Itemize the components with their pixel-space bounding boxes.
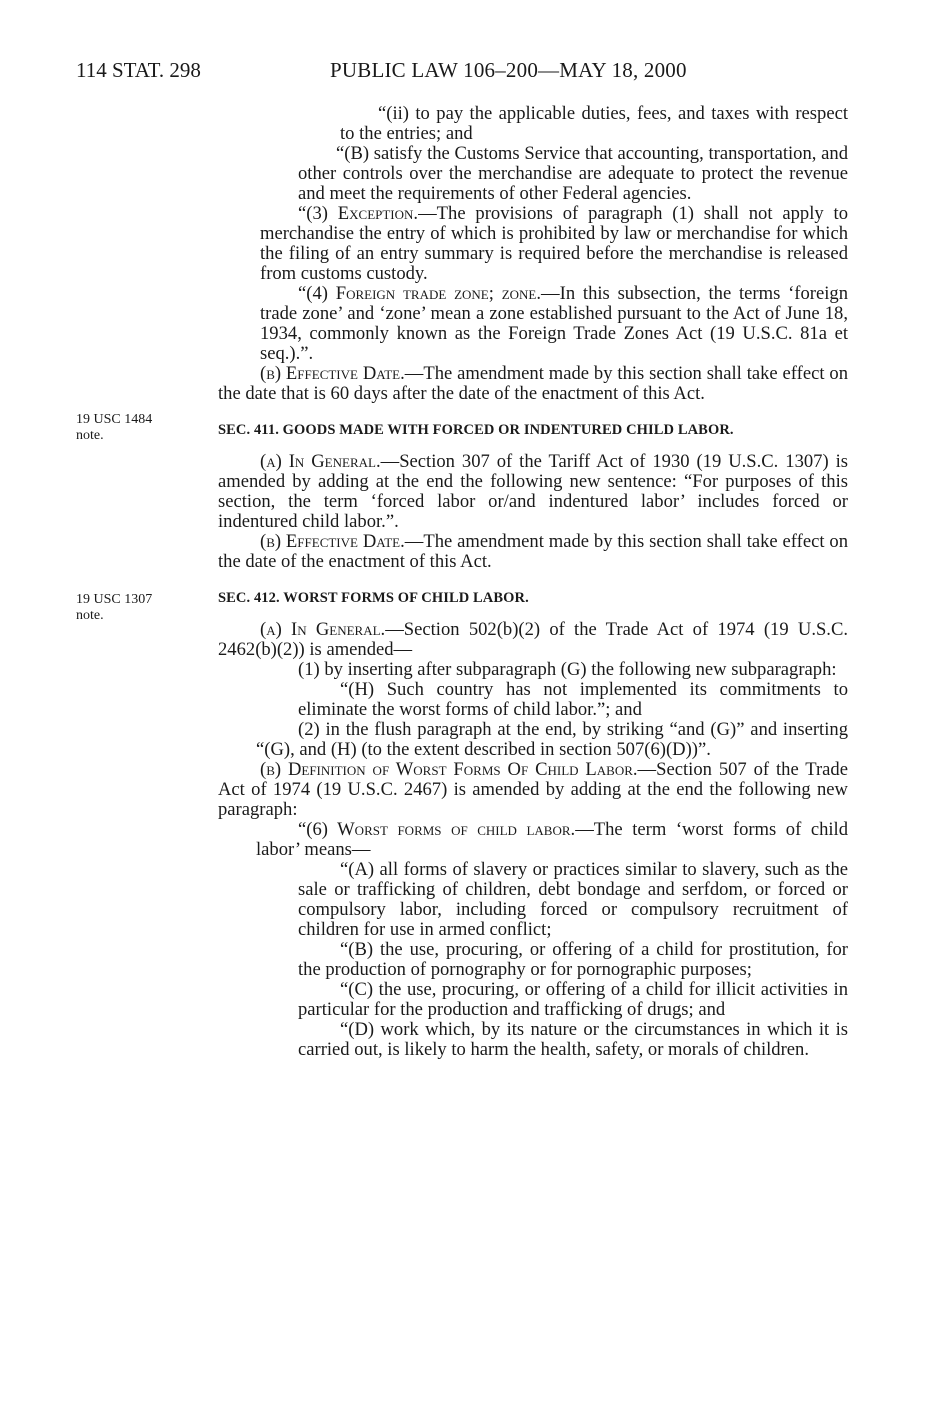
margin-note (76, 592, 152, 624)
paragraph (218, 452, 848, 532)
paragraph-text: —The provisions of paragraph (1) shall not apply to merchandise the entry of which is prohibited by law or merchandise for which the filing of an entry summary is required before the merchandise is released from customs custody. (260, 203, 848, 284)
paragraph-text: —The term ‘worst forms of child labor’ means— (256, 819, 848, 860)
paragraph (218, 532, 848, 572)
section-heading: SEC. 412. WORST FORMS OF CHILD LABOR. (218, 590, 529, 606)
paragraph-text: —Section 307 of the Tariff Act of 1930 (19 U.S.C. 1307) is amended by adding at the end the following new sentence: “For purposes of this section, the term ‘forced labor or/and indentured labor’ includes forced or indentured child labor.”. (218, 451, 849, 532)
paragraph (260, 204, 848, 284)
paragraph (218, 364, 848, 404)
paragraph-heading: (a) In General. (260, 451, 381, 472)
paragraph-heading: (a) In General. (260, 619, 386, 640)
paragraph (218, 760, 848, 820)
paragraph-heading: “(3) Exception. (298, 203, 419, 224)
paragraph (218, 620, 848, 660)
paragraph: “(D) work which, by its nature or the circumstances in which it is carried out, is likely to harm the health, safety, or morals of children. (298, 1019, 848, 1060)
margin-note-label: note. (76, 428, 104, 443)
paragraph-heading: (b) Effective Date. (260, 363, 405, 384)
margin-note (76, 412, 152, 444)
paragraph-text: —The amendment made by this section shall take effect on the date that is 60 days after the date of the enactment of this Act. (218, 363, 848, 404)
margin-note-label: note. (76, 608, 104, 623)
paragraph: “(A) all forms of slavery or practices similar to slavery, such as the sale or trafficking of children, debt bondage and serfdom, or forced or compulsory labor, including forced or compulsory recruitment of children for use in armed conflict; (298, 859, 848, 940)
paragraph: “(H) Such country has not implemented its commitments to eliminate the worst forms of child labor.”; and (298, 679, 848, 720)
paragraph: “(C) the use, procuring, or offering of a child for illicit activities in particular for the production and trafficking of drugs; and (298, 979, 848, 1020)
margin-note-citation: 19 USC 1484 (76, 412, 153, 427)
paragraph-heading: “(4) Foreign trade zone; zone. (298, 283, 542, 304)
paragraph: (2) in the flush paragraph at the end, by striking “and (G)” and inserting “(G), and (H) (to the extent described in section 507(6)(D))”. (256, 719, 848, 760)
page-number: 114 STAT. 298 (76, 58, 201, 82)
document-body (218, 104, 848, 1060)
margin-note-citation: 19 USC 1307 (76, 592, 153, 607)
page-title: PUBLIC LAW 106–200—MAY 18, 2000 (330, 58, 687, 82)
paragraph (256, 820, 848, 860)
paragraph: “(B) satisfy the Customs Service that accounting, transportation, and other controls over the merchandise are adequate to protect the revenue and meet the requirements of other Federal agencies. (298, 143, 848, 204)
paragraph-text: —Section 507 of the Trade Act of 1974 (19 U.S.C. 2467) is amended by adding at the end the following new paragraph: (218, 759, 848, 820)
paragraph-heading: (b) Effective Date. (260, 531, 405, 552)
paragraph: “(ii) to pay the applicable duties, fees, and taxes with respect to the entries; and (340, 103, 848, 144)
paragraph-text: —In this subsection, the terms ‘foreign trade zone’ and ‘zone’ mean a zone established pursuant to the Act of June 18, 1934, commonly known as the Foreign Trade Zones Act (19 U.S.C. 81a et seq.).”. (260, 283, 849, 364)
paragraph-text: —Section 502(b)(2) of the Trade Act of 1974 (19 U.S.C. 2462(b)(2)) is amended— (218, 619, 849, 660)
paragraph-heading: “(6) Worst forms of child labor. (298, 819, 576, 840)
paragraph-heading: (b) Definition of Worst Forms Of Child Labor. (260, 759, 638, 780)
paragraph: “(B) the use, procuring, or offering of a child for prostitution, for the production of pornography or for pornographic purposes; (298, 939, 848, 980)
paragraph (260, 284, 848, 364)
paragraph: (1) by inserting after subparagraph (G) the following new subparagraph: (298, 659, 837, 680)
paragraph-text: —The amendment made by this section shall take effect on the date of the enactment of this Act. (218, 531, 848, 572)
section-heading: SEC. 411. GOODS MADE WITH FORCED OR INDENTURED CHILD LABOR. (218, 422, 734, 438)
